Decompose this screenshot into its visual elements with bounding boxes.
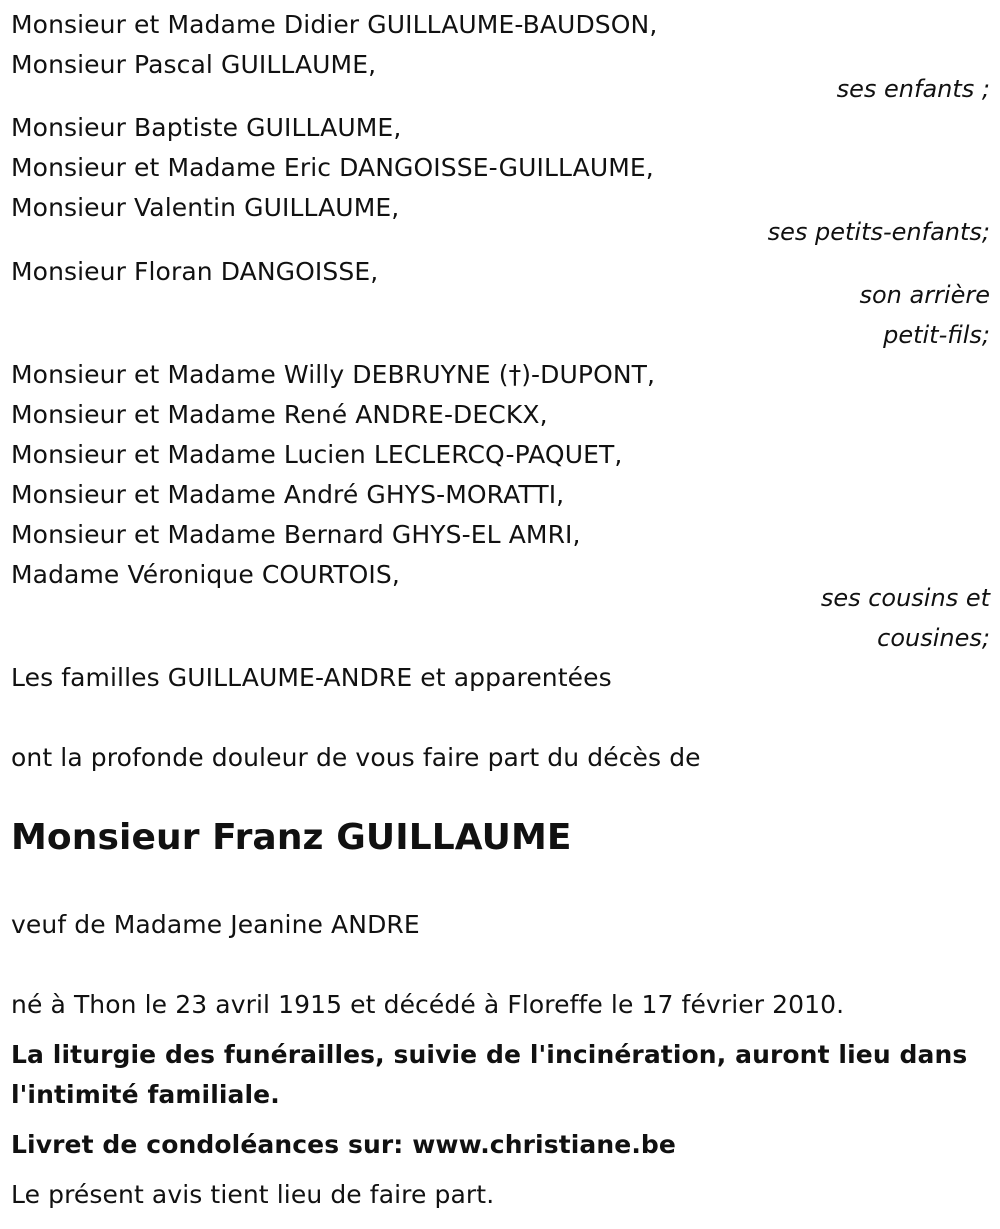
announcement-text: ont la profonde douleur de vous faire part du décès de bbox=[11, 743, 701, 772]
relation-label: cousines; bbox=[877, 624, 990, 652]
family-name-line: Monsieur et Madame Bernard GHYS-EL AMRI, bbox=[11, 520, 581, 549]
family-name-line: Madame Véronique COURTOIS, bbox=[11, 560, 400, 589]
closing-line: Le présent avis tient lieu de faire part. bbox=[11, 1180, 495, 1209]
family-name-line: Monsieur et Madame Didier GUILLAUME-BAUDSON, bbox=[11, 10, 658, 39]
family-name-line: Monsieur et Madame Eric DANGOISSE-GUILLAUME, bbox=[11, 153, 654, 182]
family-name-line: Monsieur Baptiste GUILLAUME, bbox=[11, 113, 402, 142]
widower-line: veuf de Madame Jeanine ANDRE bbox=[11, 910, 420, 939]
liturgy-line: l'intimité familiale. bbox=[11, 1080, 280, 1109]
relation-label: petit-fils; bbox=[883, 321, 990, 349]
family-name-line: Monsieur Valentin GUILLAUME, bbox=[11, 193, 400, 222]
family-name-line: Monsieur et Madame Willy DEBRUYNE (†)-DUPONT, bbox=[11, 360, 656, 389]
families-line: Les familles GUILLAUME-ANDRE et apparentées bbox=[11, 663, 612, 692]
family-name-line: Monsieur et Madame René ANDRE-DECKX, bbox=[11, 400, 548, 429]
deceased-name: Monsieur Franz GUILLAUME bbox=[11, 817, 572, 858]
family-name-line: Monsieur et Madame André GHYS-MORATTI, bbox=[11, 480, 565, 509]
condolences-line: Livret de condoléances sur: www.christiane.be bbox=[11, 1130, 676, 1159]
family-name-line: Monsieur Pascal GUILLAUME, bbox=[11, 50, 377, 79]
family-name-line: Monsieur et Madame Lucien LECLERCQ-PAQUET, bbox=[11, 440, 623, 469]
liturgy-line: La liturgie des funérailles, suivie de l'incinération, auront lieu dans bbox=[11, 1040, 968, 1069]
relation-label: ses petits-enfants; bbox=[767, 218, 990, 246]
relation-label: son arrière bbox=[859, 281, 990, 309]
relation-label: ses enfants ; bbox=[836, 75, 990, 103]
family-name-line: Monsieur Floran DANGOISSE, bbox=[11, 257, 379, 286]
relation-label: ses cousins et bbox=[820, 584, 990, 612]
birth-death-line: né à Thon le 23 avril 1915 et décédé à Floreffe le 17 février 2010. bbox=[11, 990, 845, 1019]
